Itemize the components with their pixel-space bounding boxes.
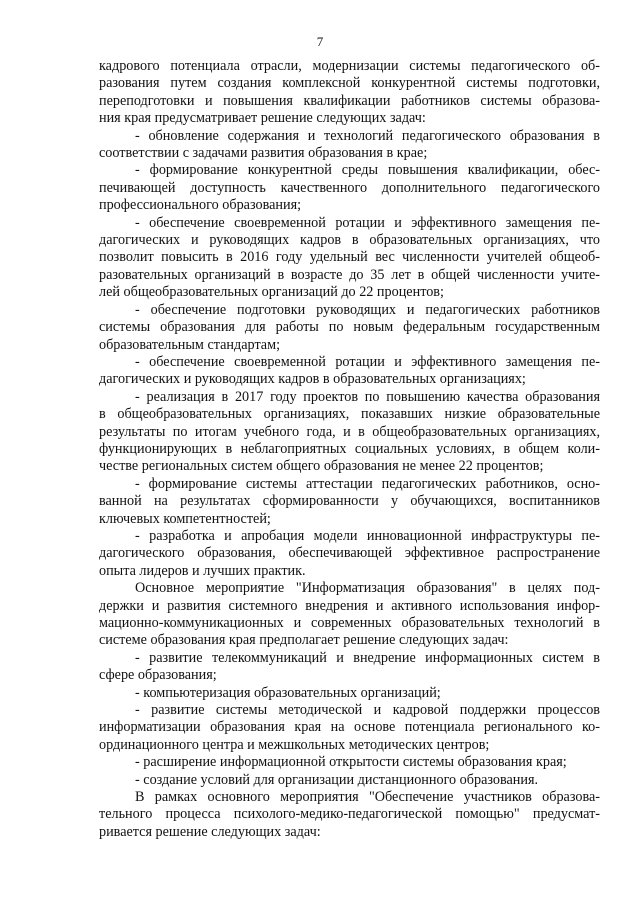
text-line: - расширение информационной открытости системы образования края; (135, 754, 567, 771)
text-line: результаты по итогам учебного года, и в общеобразовательных организациях, (99, 423, 600, 440)
body-text (99, 58, 600, 841)
text-line: - реализация в 2017 году проектов по повышению качества образования (135, 388, 600, 405)
page-number: 7 (316, 34, 324, 49)
text-line: профессионального образования; (99, 197, 302, 214)
text-line: ключевых компетентностей; (99, 510, 271, 527)
text-line: - разработка и апробация модели инновационной инфраструктуры пе- (135, 527, 600, 544)
text-line: держки и развития системного внедрения и активного использования инфор- (99, 597, 600, 614)
text-line: В рамках основного мероприятия "Обеспечение участников образова- (135, 789, 600, 806)
text-line: тельного процесса психолого-медико-педагогической помощью" предусмат- (99, 806, 600, 823)
text-line: системы образования для работы по новым федеральным государственным (99, 319, 600, 336)
text-line: соответствии с задачами развития образования в крае; (99, 145, 428, 162)
text-line: ванной на результатах сформированности у обучающихся, воспитанников (99, 493, 600, 510)
text-line: лей общеобразовательных организаций до 22 процентов; (99, 284, 444, 301)
text-line: разования путем создания комплексной конкурентной системы подготовки, (99, 75, 600, 92)
text-line: ния края предусматривает решение следующих задач: (99, 110, 426, 127)
text-line: - обеспечение своевременной ротации и эффективного замещения пе- (135, 214, 600, 231)
text-line: мационно-коммуникационных и современных образовательных технологий в (99, 615, 600, 631)
text-line: разовательных организаций в возрасте до 35 лет в общей численности учите- (99, 266, 600, 283)
text-line: - обновление содержания и технологий педагогического образования в (135, 127, 600, 144)
text-line: Основное мероприятие "Информатизация образования" в целях под- (135, 580, 600, 597)
text-line: - формирование конкурентной среды повышения квалификации, обес- (135, 162, 600, 179)
text-line: дагогических и руководящих кадров в образовательных организациях; (99, 371, 526, 388)
text-line: кадрового потенциала отрасли, модернизации системы педагогического об- (99, 58, 600, 74)
text-line: - формирование системы аттестации педагогических работников, осно- (135, 475, 600, 492)
text-line: ординационного центра и межшкольных методических центров; (99, 736, 490, 753)
text-line: - компьютеризация образовательных организаций; (135, 684, 441, 701)
text-line: дагогического образования, обеспечивающей эффективное распространение (99, 545, 600, 562)
text-line: ривается решение следующих задач: (99, 823, 321, 840)
text-line: сфере образования; (99, 667, 217, 684)
text-line: образовательным стандартам; (99, 336, 281, 353)
text-line: системе образования края предполагает решение следующих задач: (99, 632, 509, 649)
text-line: - развитие системы методической и кадровой поддержки процессов (135, 702, 600, 719)
text-line: функционирующих в неблагоприятных социальных условиях, в общем коли- (99, 440, 600, 457)
text-line: позволит повысить в 2016 году удельный вес численности учителей общеоб- (99, 249, 600, 266)
text-line: честве региональных систем общего образования не менее 22 процентов; (99, 458, 544, 475)
text-line: - обеспечение своевременной ротации и эффективного замещения пе- (135, 353, 600, 370)
text-line: - обеспечение подготовки руководящих и педагогических работников (135, 301, 600, 318)
text-line: дагогических и руководящих кадров в образовательных организациях, что (99, 232, 600, 249)
text-line: - создание условий для организации дистанционного образования. (135, 771, 539, 788)
text-line: в общеобразовательных организациях, показавших низкие образовательные (99, 406, 600, 423)
text-line: информатизации образования края на основе потенциала регионального ко- (99, 719, 600, 736)
text-line: переподготовки и повышения квалификации работников системы образова- (99, 92, 600, 109)
text-line: печивающей доступность качественного дополнительного педагогического (99, 179, 600, 196)
text-line: опыта лидеров и лучших практик. (99, 562, 306, 579)
text-line: - развитие телекоммуникаций и внедрение информационных систем в (135, 649, 600, 666)
